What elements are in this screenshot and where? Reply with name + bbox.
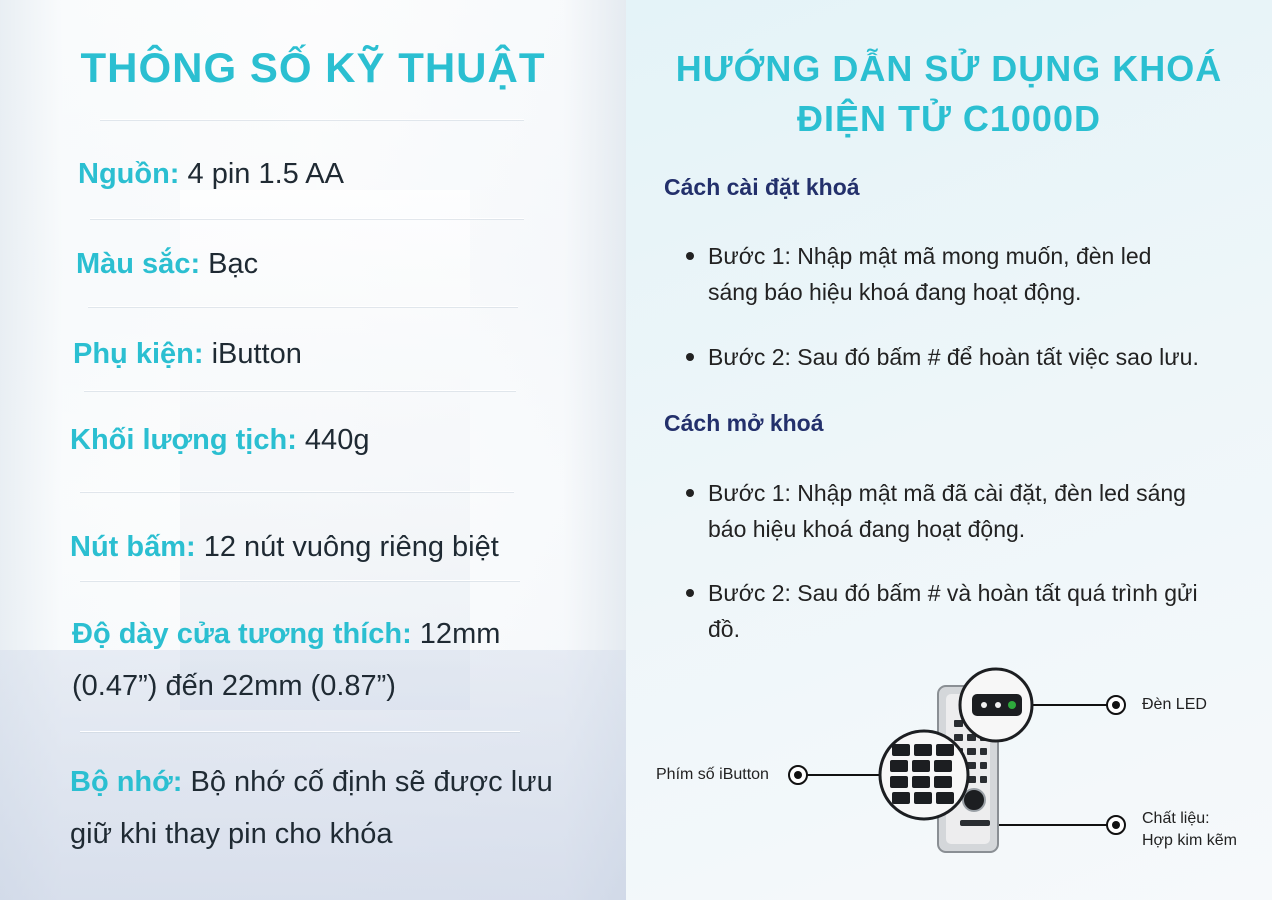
guide-title	[626, 44, 1272, 144]
spec-label: Phụ kiện:	[73, 338, 204, 370]
material-callout-label	[1142, 808, 1237, 852]
spec-weight	[70, 414, 369, 466]
open-step-1	[708, 475, 1258, 547]
install-step-1	[708, 238, 1258, 310]
bullet	[686, 589, 694, 597]
install-step-2	[708, 339, 1258, 375]
spec-label: Màu sắc:	[76, 248, 201, 280]
keypad-callout-label: Phím số iButton	[656, 766, 769, 783]
divider	[80, 580, 520, 581]
divider	[88, 306, 518, 307]
spec-value-line2: (0.47”) đến 22mm (0.87”)	[72, 670, 396, 702]
step-line: đồ.	[708, 616, 740, 642]
divider	[84, 390, 516, 391]
spec-power	[78, 148, 344, 200]
step-line: sáng báo hiệu khoá đang hoạt động.	[708, 279, 1082, 305]
material-line2: Hợp kim kẽm	[1142, 832, 1237, 849]
spec-accessory	[73, 328, 302, 380]
spec-value: 4 pin 1.5 AA	[179, 158, 344, 190]
guide-panel	[626, 0, 1272, 900]
keypad-magnifier	[880, 731, 968, 819]
bullet	[686, 252, 694, 260]
spec-label: Độ dày cửa tương thích:	[72, 618, 412, 650]
divider	[80, 731, 520, 732]
divider	[90, 218, 524, 219]
guide-title-line2: ĐIỆN TỬ C1000D	[797, 98, 1101, 139]
spec-memory	[70, 756, 553, 860]
bullet	[686, 489, 694, 497]
divider	[100, 119, 524, 120]
divider	[80, 491, 514, 492]
step-line: Bước 2: Sau đó bấm # và hoàn tất quá trình gửi	[708, 580, 1198, 606]
spec-value-line2: giữ khi thay pin cho khóa	[70, 818, 393, 850]
open-step-2	[708, 575, 1258, 647]
spec-value: 440g	[296, 424, 370, 456]
bullet	[686, 353, 694, 361]
spec-color	[76, 238, 258, 290]
spec-value: 12mm	[411, 618, 501, 650]
spec-label: Bộ nhớ:	[70, 766, 183, 798]
spec-value: iButton	[203, 338, 302, 370]
open-heading: Cách mở khoá	[664, 410, 824, 436]
step-line: báo hiệu khoá đang hoạt động.	[708, 516, 1026, 542]
spec-value: Bạc	[200, 248, 259, 280]
keypad-callout-dot	[788, 765, 808, 785]
step-line: Bước 2: Sau đó bấm # để hoàn tất việc sao lưu.	[708, 344, 1199, 370]
install-heading: Cách cài đặt khoá	[664, 174, 860, 200]
specs-panel	[0, 0, 626, 900]
material-callout-dot	[1106, 815, 1126, 835]
step-line: Bước 1: Nhập mật mã mong muốn, đèn led	[708, 243, 1152, 269]
spec-label: Khối lượng tịch:	[70, 424, 297, 456]
guide-title-line1: HƯỚNG DẪN SỬ DỤNG KHOÁ	[675, 48, 1223, 89]
material-line1: Chất liệu:	[1142, 810, 1210, 827]
led-magnifier	[960, 669, 1032, 741]
step-line: Bước 1: Nhập mật mã đã cài đặt, đèn led sáng	[708, 480, 1186, 506]
spec-label: Nguồn:	[78, 158, 180, 190]
specs-title: THÔNG SỐ KỸ THUẬT	[80, 44, 546, 91]
spec-value: 12 nút vuông riêng biệt	[195, 531, 499, 563]
led-callout-dot	[1106, 695, 1126, 715]
led-callout-label: Đèn LED	[1142, 696, 1207, 713]
spec-value: Bộ nhớ cố định sẽ được lưu	[182, 766, 553, 798]
spec-door-thickness	[72, 608, 500, 712]
spec-label: Nút bấm:	[70, 531, 196, 563]
spec-buttons	[70, 521, 499, 573]
